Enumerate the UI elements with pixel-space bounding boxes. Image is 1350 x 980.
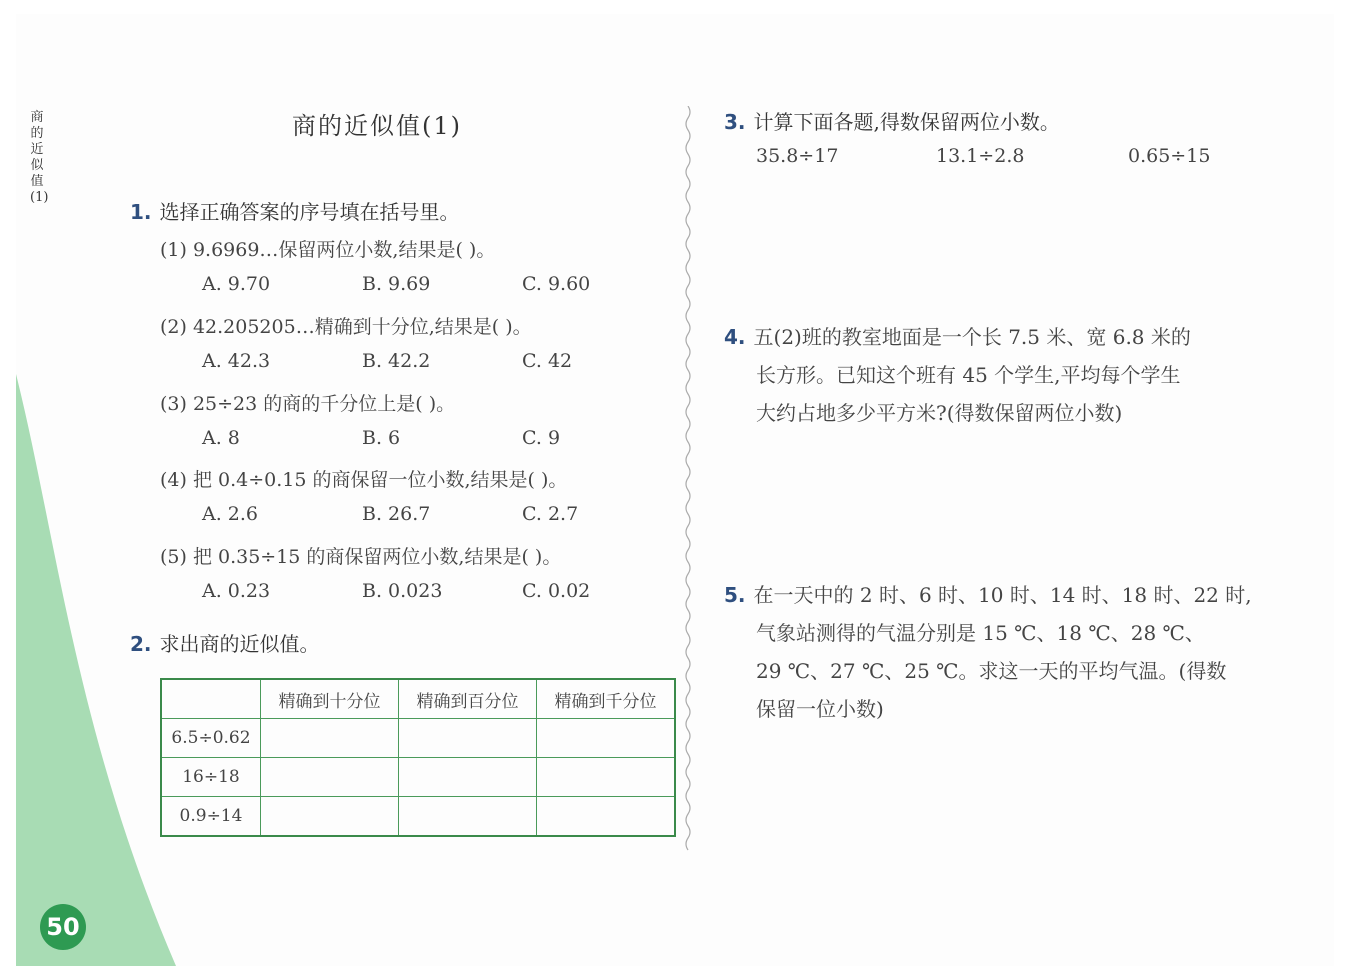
vertical-section-title: 商的近似值(1) — [30, 110, 49, 205]
q1-item-2-option-a: A. 42.3 — [202, 350, 271, 372]
answer-cell[interactable] — [261, 758, 399, 797]
page-number: 50 — [40, 904, 86, 950]
q1-item-1-option-c: C. 9.60 — [522, 273, 591, 295]
answer-cell[interactable] — [399, 758, 537, 797]
question-4-number: 4. — [724, 325, 746, 349]
q1-item-2-option-b: B. 42.2 — [362, 350, 431, 372]
table-row-expression: 0.9÷14 — [161, 797, 261, 837]
answer-cell[interactable] — [537, 797, 676, 837]
q1-item-4-stem: (4) 把 0.4÷0.15 的商保留一位小数,结果是( )。 — [160, 469, 568, 491]
question-1-text: 选择正确答案的序号填在括号里。 — [159, 200, 460, 224]
table-header-row — [161, 679, 675, 719]
workbook-page — [16, 14, 1334, 966]
q1-item-3-option-a: A. 8 — [202, 427, 240, 449]
q1-item-3-option-b: B. 6 — [362, 427, 401, 449]
question-2-text: 求出商的近似值。 — [159, 632, 320, 656]
question-1-number: 1. — [130, 200, 152, 224]
question-2 — [130, 628, 320, 657]
wavy-divider — [680, 106, 696, 886]
table-header-cell: 精确到百分位 — [399, 679, 537, 719]
q5-line-4: 保留一位小数) — [756, 697, 884, 721]
q1-item-3-stem: (3) 25÷23 的商的千分位上是( )。 — [160, 393, 456, 415]
answer-cell[interactable] — [261, 797, 399, 837]
q1-item-5-option-a: A. 0.23 — [202, 580, 271, 602]
answer-cell[interactable] — [399, 719, 537, 758]
q1-item-1-option-a: A. 9.70 — [202, 273, 271, 295]
table-row-expression: 6.5÷0.62 — [161, 719, 261, 758]
answer-cell[interactable] — [261, 719, 399, 758]
table-row — [161, 719, 675, 758]
table-header-cell: 精确到千分位 — [537, 679, 676, 719]
q4-line-1: 五(2)班的教室地面是一个长 7.5 米、宽 6.8 米的 — [753, 325, 1191, 349]
question-3 — [724, 106, 1060, 135]
q5-line-3: 29 ℃、27 ℃、25 ℃。求这一天的平均气温。(得数 — [756, 659, 1227, 683]
q3-expression-2: 13.1÷2.8 — [936, 145, 1025, 167]
q1-item-4-option-b: B. 26.7 — [362, 503, 431, 525]
question-3-number: 3. — [724, 110, 746, 134]
answer-cell[interactable] — [399, 797, 537, 837]
table-header-cell: 精确到十分位 — [261, 679, 399, 719]
q5-line-1: 在一天中的 2 时、6 时、10 时、14 时、18 时、22 时, — [753, 583, 1252, 607]
answer-cell[interactable] — [537, 719, 676, 758]
page-title: 商的近似值(1) — [292, 112, 462, 140]
q1-item-2-option-c: C. 42 — [522, 350, 573, 372]
question-4 — [724, 318, 1284, 432]
question-5-number: 5. — [724, 583, 746, 607]
table-row — [161, 797, 675, 837]
q1-item-5-option-c: C. 0.02 — [522, 580, 591, 602]
q4-line-2: 长方形。已知这个班有 45 个学生,平均每个学生 — [756, 363, 1181, 387]
q3-expression-1: 35.8÷17 — [756, 145, 839, 167]
q1-item-3-option-c: C. 9 — [522, 427, 561, 449]
q1-item-1-option-b: B. 9.69 — [362, 273, 431, 295]
question-1 — [130, 196, 460, 225]
q3-expression-3: 0.65÷15 — [1128, 145, 1211, 167]
question-3-text: 计算下面各题,得数保留两位小数。 — [753, 110, 1060, 134]
q1-item-5-option-b: B. 0.023 — [362, 580, 443, 602]
question-2-number: 2. — [130, 632, 152, 656]
q5-line-2: 气象站测得的气温分别是 15 ℃、18 ℃、28 ℃、 — [756, 621, 1205, 645]
q4-line-3: 大约占地多少平方米?(得数保留两位小数) — [756, 401, 1123, 425]
approximation-table — [160, 678, 676, 837]
table-row-expression: 16÷18 — [161, 758, 261, 797]
q1-item-4-option-a: A. 2.6 — [202, 503, 259, 525]
table-header-cell — [161, 679, 261, 719]
q1-item-2-stem: (2) 42.205205…精确到十分位,结果是( )。 — [160, 316, 532, 338]
q1-item-4-option-c: C. 2.7 — [522, 503, 579, 525]
answer-cell[interactable] — [537, 758, 676, 797]
question-5 — [724, 576, 1284, 728]
table-row — [161, 758, 675, 797]
q1-item-5-stem: (5) 把 0.35÷15 的商保留两位小数,结果是( )。 — [160, 546, 562, 568]
q1-item-1-stem: (1) 9.6969…保留两位小数,结果是( )。 — [160, 239, 496, 261]
